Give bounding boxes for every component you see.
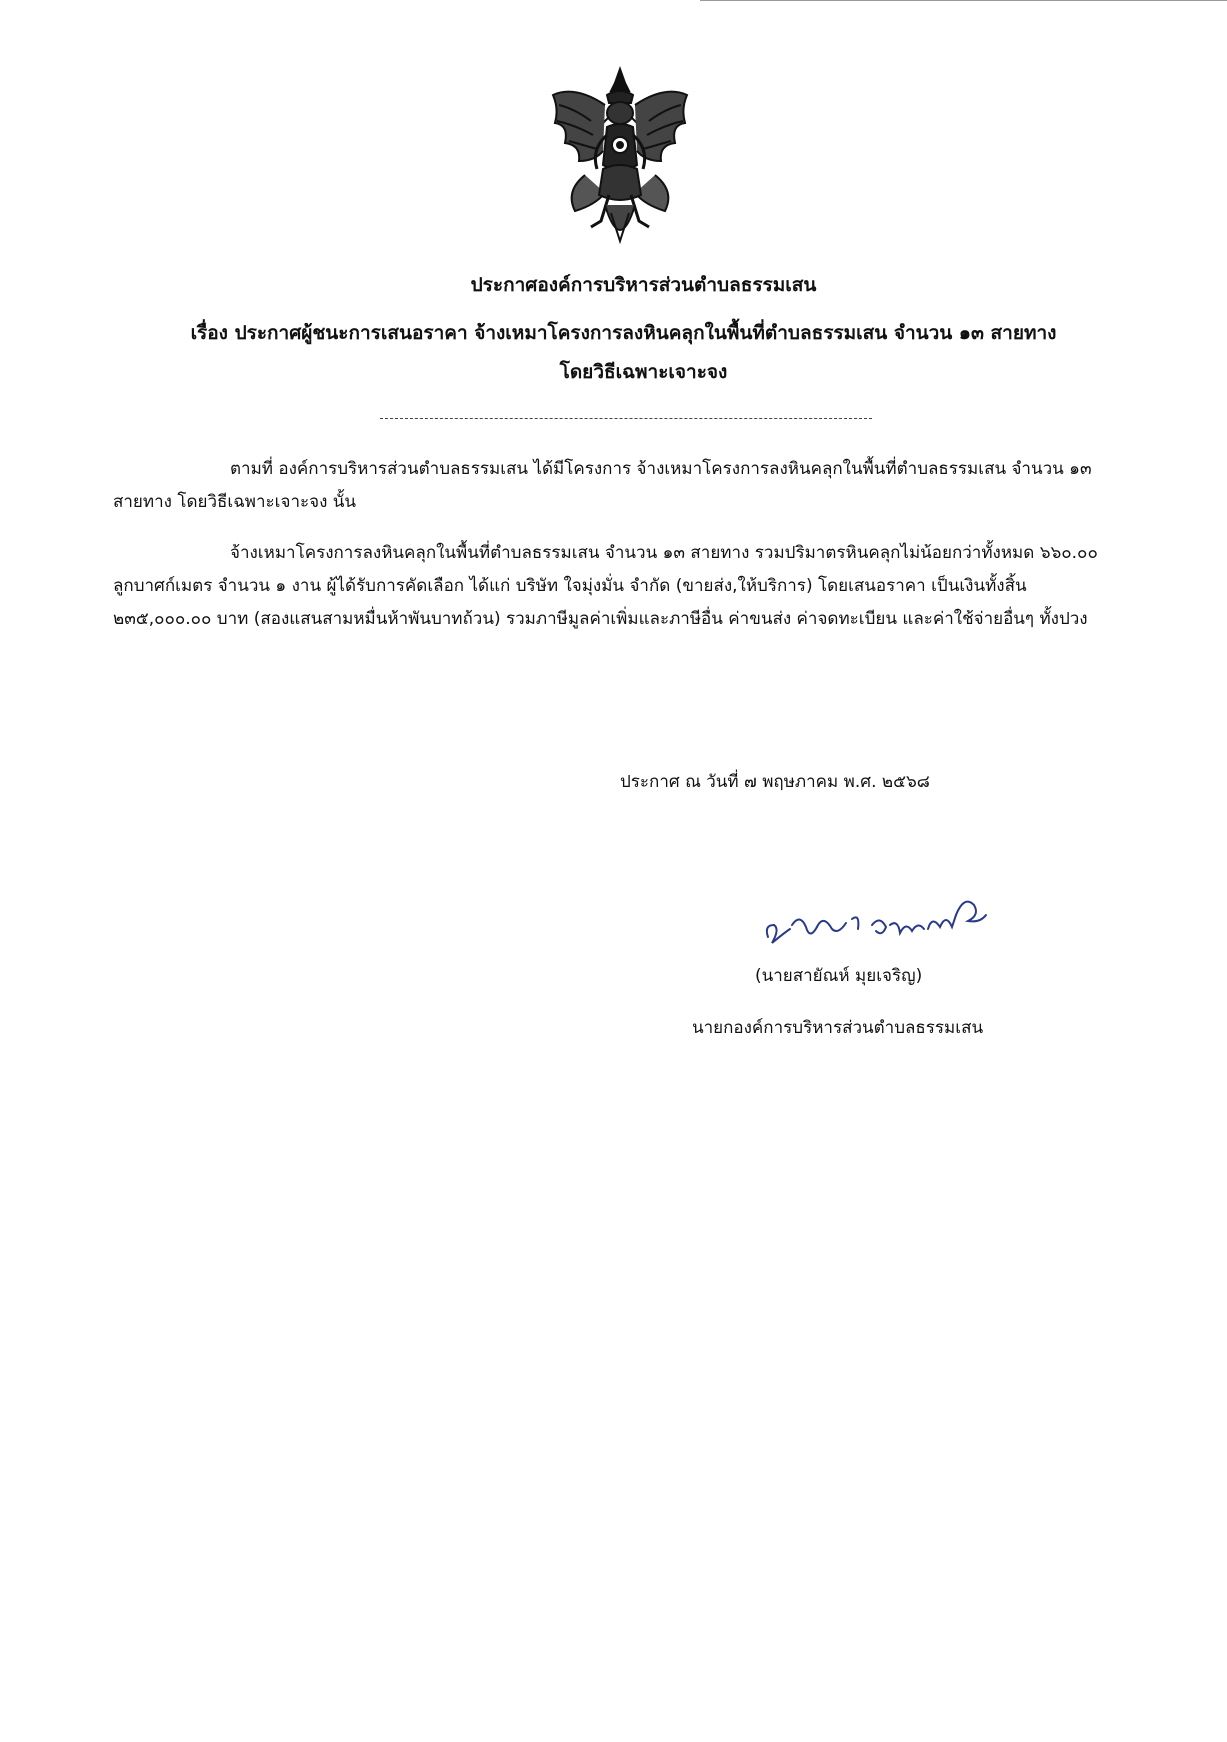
announcement-subject: เรื่อง ประกาศผู้ชนะการเสนอราคา จ้างเหมาโครงการลงหินคลุกในพื้นที่ตำบลธรรมเสน จำนวน ๑๓ สายทาง bbox=[190, 322, 1057, 344]
body-paragraph-1: ตามที่ องค์การบริหารส่วนตำบลธรรมเสน ได้มีโครงการ จ้างเหมาโครงการลงหินคลุกในพื้นที่ตำบลธรรมเสน จำนวน ๑๓ สายทาง โดยวิธีเฉพาะเจาะจง นั้น bbox=[113, 459, 1092, 512]
announcement-org-title: ประกาศองค์การบริหารส่วนตำบลธรรมเสน bbox=[470, 274, 817, 296]
body-paragraph-2: จ้างเหมาโครงการลงหินคลุกในพื้นที่ตำบลธรรมเสน จำนวน ๑๓ สายทาง รวมปริมาตรหินคลุกไม่น้อยกว่าทั้งหมด ๖๖๐.๐๐ ลูกบาศก์เมตร จำนวน ๑ งาน ผู้ได้รับการคัดเลือก ได้แก่ บริษัท ใจมุ่งมั่น จำกัด (ขายส่ง,ให้บริการ) โดยเสนอราคา เป็นเงินทั้งสิ้น ๒๓๕,๐๐๐.๐๐ บาท (สองแสนสามหมื่นห้าพันบาทถ้วน) รวมภาษีมูลค่าเพิ่มและภาษีอื่น ค่าขนส่ง ค่าจดทะเบียน และค่าใช้จ่ายอื่นๆ ทั้งปวง bbox=[113, 543, 1098, 629]
separator-dashed-line bbox=[380, 418, 872, 419]
announcement-date: ประกาศ ณ วันที่ ๗ พฤษภาคม พ.ศ. ๒๕๖๘ bbox=[620, 772, 930, 792]
signer-position: นายกองค์การบริหารส่วนตำบลธรรมเสน bbox=[692, 1018, 984, 1038]
signer-name: (นายสายัณห์ มุยเจริญ) bbox=[755, 966, 923, 986]
handwritten-signature bbox=[760, 885, 1020, 955]
garuda-emblem-icon bbox=[545, 65, 695, 255]
announcement-method: โดยวิธีเฉพาะเจาะจง bbox=[559, 361, 728, 383]
